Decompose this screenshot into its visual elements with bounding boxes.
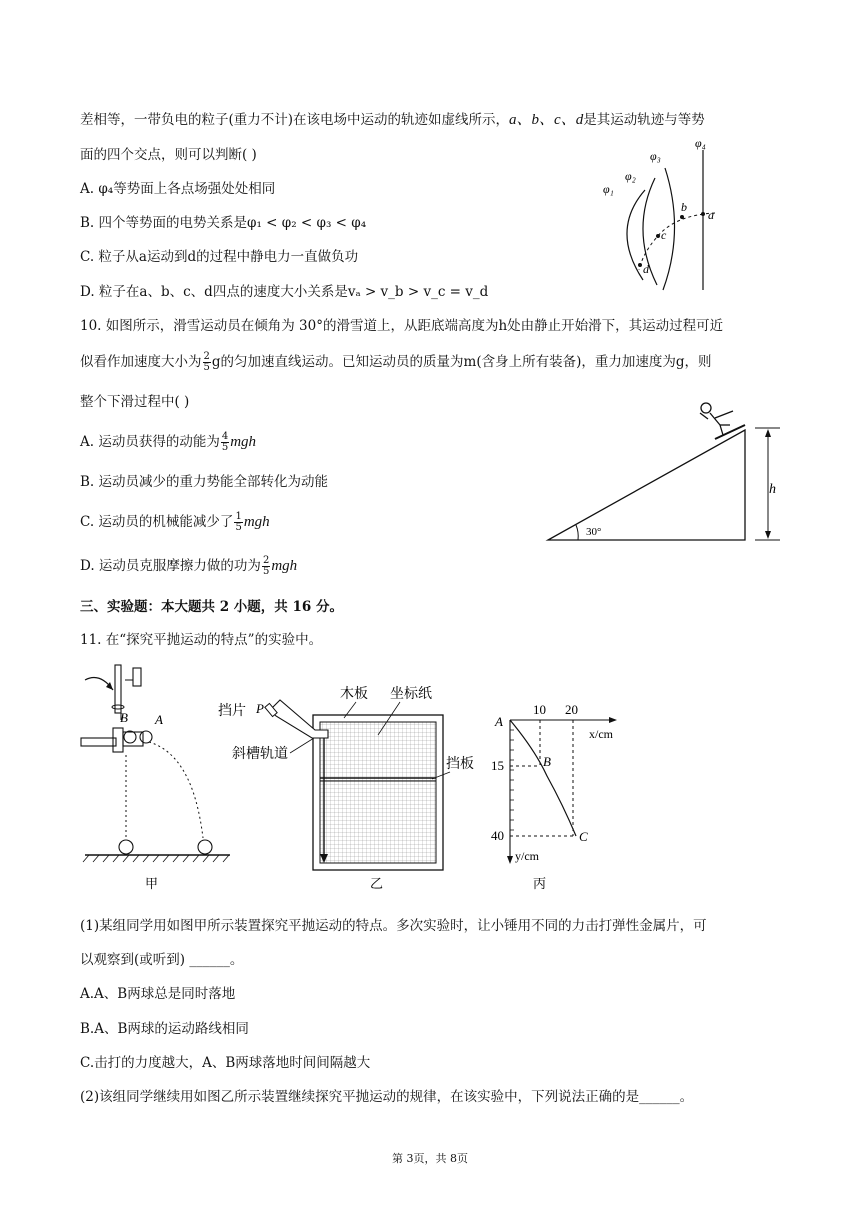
- label-A: A: [495, 714, 503, 729]
- base-plate: [81, 738, 116, 746]
- drop-path-a: [149, 742, 203, 838]
- q11-part1-line1: (1)某组同学用如图甲所示装置探究平抛运动的特点。多次实验时，让小锤用不同的力击打弹性金属片，可: [80, 918, 707, 934]
- q11-part1-option-c: C.击打的力度越大，A、B两球落地时间间隔越大: [80, 1055, 371, 1071]
- q11-figure-yi: [210, 660, 490, 895]
- point-a: [701, 212, 705, 216]
- ball-b: [124, 731, 136, 743]
- label-a: a: [708, 208, 714, 222]
- q9-option-b: B. 四个等势面的电势关系是φ₁ < φ₂ < φ₃ < φ₄: [80, 215, 367, 231]
- label-C: C: [579, 829, 588, 844]
- q10-stem-line2: 似看作加速度大小为 $\frac{2}{5}$ g的匀加速直线运动。已知运动员的质量为m(含身上所有装备)，重力加速度为g，则: [80, 351, 712, 373]
- label-B: B: [120, 710, 128, 725]
- q10-stem-line1: 10. 如图所示，滑雪运动员在倾角为 30°的滑雪道上，从距底端高度为h处由静止开始滑下，其运动过程可近: [80, 318, 724, 334]
- tick-15: 15: [491, 758, 504, 773]
- x-unit: x/cm: [589, 727, 613, 741]
- q11-part1-option-a: A.A、B两球总是同时落地: [80, 986, 236, 1002]
- q9-option-c: C. 粒子从a运动到d的过程中静电力一直做负功: [80, 249, 359, 265]
- h-arrow-head-down: [765, 531, 771, 539]
- point-d: [638, 263, 642, 267]
- label-A: A: [155, 712, 163, 727]
- label-xiecao: 斜槽轨道: [232, 747, 288, 762]
- label-phi4: φ₄: [695, 136, 706, 150]
- label-d: d: [643, 262, 649, 276]
- label-phi2: φ₂: [625, 169, 636, 183]
- label-c: c: [661, 228, 667, 242]
- q9-option-d: D. 粒子在a、b、c、d四点的速度大小关系是vₐ > v_b > v_c = v_d: [80, 284, 489, 300]
- q9-option-a: A. φ₄等势面上各点场强处处相同: [80, 181, 276, 197]
- label-dangban: 挡板: [446, 757, 474, 772]
- tick-10: 10: [533, 702, 546, 717]
- tick-40: 40: [491, 828, 504, 843]
- trajectory: [510, 720, 576, 836]
- q10-stem-line3: 整个下滑过程中( ): [80, 394, 190, 410]
- q10-option-b: B. 运动员减少的重力势能全部转化为动能: [80, 474, 329, 490]
- fraction: $\frac{2}{5}$: [203, 351, 210, 373]
- label-phi3: φ₃: [650, 149, 661, 163]
- q9-vars: a、b、c、d: [509, 112, 584, 128]
- ball-a: [140, 731, 152, 743]
- y-unit: y/cm: [515, 849, 539, 863]
- q11-part2-line1: (2)该组同学继续用如图乙所示装置继续探究平抛运动的规律，在该实验中，下列说法正确的是______。: [80, 1089, 694, 1105]
- tick-20: 20: [565, 702, 578, 717]
- label-P: P: [256, 701, 264, 716]
- label-muban: 木板: [340, 687, 368, 702]
- fraction: $\frac{1}{5}$: [235, 511, 242, 533]
- q11-figure-bing: [485, 700, 645, 895]
- caption-bing: 丙: [533, 876, 547, 891]
- label-angle: 30°: [586, 526, 602, 538]
- q9-figure-equipotential: [595, 135, 755, 295]
- q10-figure-slope: [540, 395, 790, 550]
- h-arrow-head-up: [765, 429, 771, 437]
- point-c: [656, 234, 660, 238]
- fraction: $\frac{2}{5}$: [262, 555, 270, 577]
- q9-stem-line2: 面的四个交点，则可以判断( ): [80, 147, 257, 163]
- q11-stem: 11. 在“探究平抛运动的特点”的实验中。: [80, 632, 323, 648]
- hammer-post: [115, 665, 121, 713]
- point-b: [680, 215, 684, 219]
- label-B: B: [543, 754, 551, 769]
- inclined-track: [270, 700, 328, 738]
- angle-arc: [576, 525, 578, 540]
- section-title: 三、实验题：本大题共 2 小题，共 16 分。: [80, 599, 343, 615]
- q11-part1-option-b: B.A、B两球的运动路线相同: [80, 1021, 249, 1037]
- q10-option-a: A. 运动员获得的动能为 $\frac{4}{5}$ mgh: [80, 431, 257, 453]
- label-dangpian: 挡片: [218, 704, 246, 719]
- label-phi1: φ₁: [603, 182, 614, 196]
- q9-stem-line1: 差相等，一带负电的粒子(重力不计)在该电场中运动的轨迹如虚线所示，a、b、c、d是其运动轨迹与等势: [80, 112, 705, 128]
- caption-yi: 乙: [370, 876, 384, 891]
- label-b: b: [681, 200, 687, 214]
- q10-option-c: C. 运动员的机械能减少了 $\frac{1}{5}$ mgh: [80, 511, 270, 533]
- q11-part1-line2: 以观察到(或听到) ______。: [80, 952, 244, 968]
- page-footer: 第 3页，共 8页: [392, 1152, 468, 1165]
- coordinate-paper: [320, 722, 436, 863]
- slope-triangle: [548, 430, 745, 540]
- caption-jia: 甲: [145, 876, 159, 891]
- label-h: h: [769, 482, 776, 497]
- fraction: $\frac{4}{5}$: [221, 431, 229, 453]
- q10-option-d: D. 运动员克服摩擦力做的功为 $\frac{2}{5}$ mgh: [80, 555, 298, 577]
- label-zuobiao: 坐标纸: [390, 687, 432, 702]
